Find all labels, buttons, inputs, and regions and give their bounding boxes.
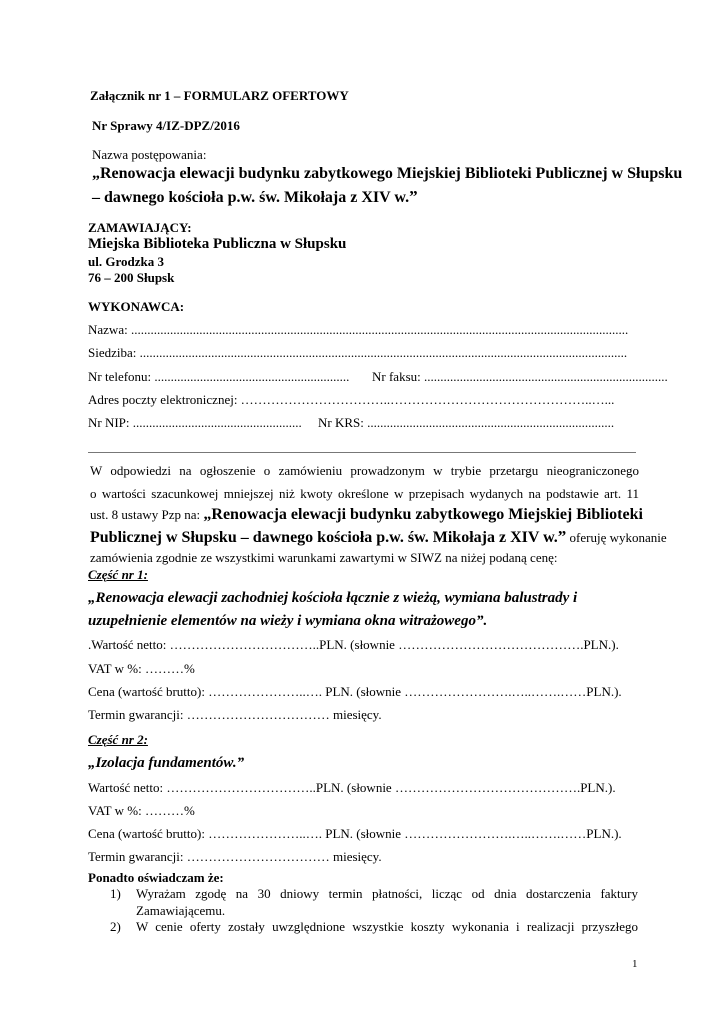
contractor-name-field: Nazwa: ......................................................................................................................................................... (88, 322, 629, 337)
client-label: ZAMAWIAJĄCY: (88, 220, 192, 235)
intro-line4: Publicznej w Słupsku – dawnego kościoła p.w. św. Mikołaja z XIV w.” oferuję wykonanie (90, 527, 667, 546)
contractor-label: WYKONAWCA: (88, 299, 185, 314)
contractor-seat-field: Siedziba: ...................................................................................................................................................... (88, 345, 628, 360)
intro-line2: o wartości szacunkowej mniejszej niż kwoty określone w przepisach wydanych na podstawie art. 11 (90, 486, 639, 501)
proceeding-label: Nazwa postępowania: (92, 147, 207, 162)
part1-vat: VAT w %: ………% (88, 661, 195, 676)
declaration-2-number: 2) (110, 919, 121, 934)
part2-warranty: Termin gwarancji: …………………………… miesięcy. (88, 849, 382, 864)
declaration-1-line2: Zamawiającemu. (136, 903, 226, 918)
contractor-nip-field: Nr NIP: .................................................... (88, 415, 302, 430)
intro-line3: ust. 8 ustawy Pzp na: „Renowacja elewacji budynku zabytkowego Miejskiej Biblioteki (90, 506, 643, 523)
declaration-1-number: 1) (110, 886, 121, 901)
part2-gross-price: Cena (wartość brutto): …………………..…. PLN. (słownie …………………….…..…….……PLN.). (88, 826, 622, 841)
part1-gross-price: Cena (wartość brutto): …………………..…. PLN. (słownie …………………….…..…….……PLN.). (88, 684, 622, 699)
declarations-label: Ponadto oświadczam że: (88, 870, 224, 885)
attachment-heading: Załącznik nr 1 – FORMULARZ OFERTOWY (90, 88, 349, 103)
section-divider (88, 452, 636, 453)
part1-warranty: Termin gwarancji: …………………………… miesięcy. (88, 707, 382, 722)
part1-label: Część nr 1: (88, 567, 148, 582)
intro-line5: zamówienia zgodnie ze wszystkimi warunkami zawartymi w SIWZ na niżej podaną cenę: (90, 550, 558, 565)
part2-vat: VAT w %: ………% (88, 803, 195, 818)
client-street: ul. Grodzka 3 (88, 254, 164, 269)
proceeding-title-line2: – dawnego kościoła p.w. św. Mikołaja z XIV w.” (92, 187, 418, 206)
client-name: Miejska Biblioteka Publiczna w Słupsku (88, 236, 347, 252)
part1-title-line2: uzupełnienie elementów na wieży i wymiana okna witrażowego”. (88, 613, 488, 629)
contractor-email-field: Adres poczty elektronicznej: ……………………………..………………………………………..…... (88, 392, 615, 407)
contractor-phone-field: Nr telefonu: ............................................................ (88, 369, 350, 384)
part2-label: Część nr 2: (88, 732, 148, 747)
part1-title-line1: „Renowacja elewacji zachodniej kościoła łącznie z wieżą, wymiana balustrady i (88, 590, 578, 606)
proceeding-title-line1: „Renowacja elewacji budynku zabytkowego Miejskiej Biblioteki Publicznej w Słupsku (92, 165, 683, 182)
contractor-fax-field: Nr faksu: ........................................................................... (372, 369, 668, 384)
part2-title: „Izolacja fundamentów.” (88, 755, 245, 771)
case-number: Nr Sprawy 4/IZ-DPZ/2016 (92, 118, 240, 133)
declaration-1-line1: Wyrażam zgodę na 30 dniowy termin płatności, licząc od dnia dostarczenia faktury (136, 886, 638, 901)
intro-line1: W odpowiedzi na ogłoszenie o zamówieniu prowadzonym w trybie przetargu nieograniczonego (90, 463, 639, 478)
client-city: 76 – 200 Słupsk (88, 270, 175, 285)
declaration-2-line1: W cenie oferty zostały uwzględnione wszystkie koszty wykonania i realizacji przyszłego (136, 919, 638, 934)
contractor-krs-field: Nr KRS: ............................................................................ (318, 415, 615, 430)
part1-net-value: .Wartość netto: ……………………………..PLN. (słownie …………………………………….PLN.). (88, 637, 619, 652)
part2-net-value: Wartość netto: ……………………………..PLN. (słownie …………………………………….PLN.). (88, 780, 616, 795)
page-number: 1 (632, 958, 638, 970)
